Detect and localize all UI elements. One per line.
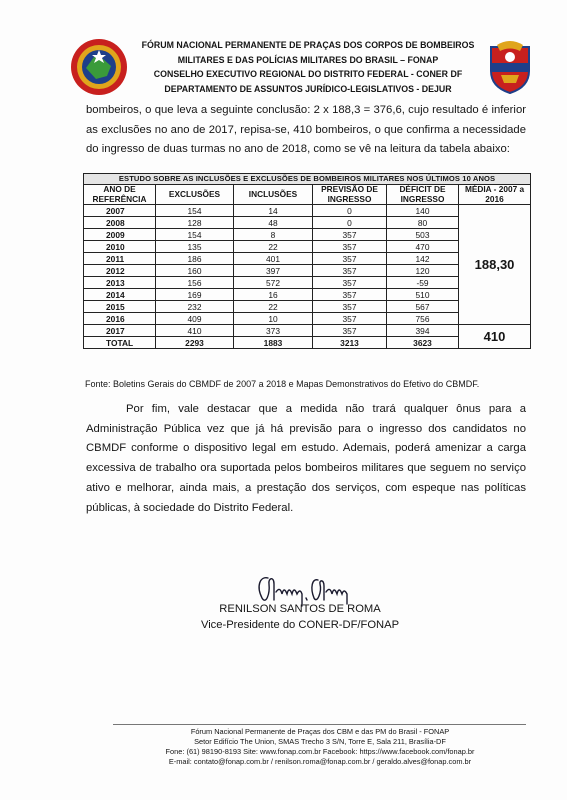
column-header: EXCLUSÕES bbox=[156, 185, 234, 205]
forecast-cell: 0 bbox=[313, 217, 387, 229]
forecast-cell: 357 bbox=[313, 289, 387, 301]
exclusions-cell: 160 bbox=[156, 265, 234, 277]
inclusions-cell: 373 bbox=[234, 325, 313, 337]
value-2017-cell: 410 bbox=[459, 325, 531, 349]
deficit-cell: 470 bbox=[387, 241, 459, 253]
header-line-3: CONSELHO EXECUTIVO REGIONAL DO DISTRITO FEDERAL - CONER DF bbox=[153, 69, 463, 80]
year-cell: 2009 bbox=[84, 229, 156, 241]
exclusions-cell: 410 bbox=[156, 325, 234, 337]
exclusions-cell: 154 bbox=[156, 205, 234, 217]
table-source-note: Fonte: Boletins Gerais do CBMDF de 2007 a 2018 e Mapas Demonstrativos do Efetivo do CBMDF. bbox=[85, 379, 480, 389]
forecast-cell: 357 bbox=[313, 265, 387, 277]
exclusions-cell: 232 bbox=[156, 301, 234, 313]
total-forecast: 3213 bbox=[313, 337, 387, 349]
deficit-cell: 756 bbox=[387, 313, 459, 325]
forecast-cell: 357 bbox=[313, 301, 387, 313]
inclusions-exclusions-table bbox=[83, 173, 530, 349]
forecast-cell: 357 bbox=[313, 229, 387, 241]
total-inclusions: 1883 bbox=[234, 337, 313, 349]
forecast-cell: 357 bbox=[313, 253, 387, 265]
year-cell: 2017 bbox=[84, 325, 156, 337]
deficit-cell: 140 bbox=[387, 205, 459, 217]
deficit-cell: 503 bbox=[387, 229, 459, 241]
year-cell: 2012 bbox=[84, 265, 156, 277]
signature-block bbox=[180, 602, 420, 633]
deficit-cell: 80 bbox=[387, 217, 459, 229]
year-cell: 2008 bbox=[84, 217, 156, 229]
forecast-cell: 357 bbox=[313, 313, 387, 325]
header-line-1: FÓRUM NACIONAL PERMANENTE DE PRAÇAS DOS CORPOS DE BOMBEIROS bbox=[141, 40, 475, 50]
deficit-cell: 567 bbox=[387, 301, 459, 313]
deficit-cell: -59 bbox=[387, 277, 459, 289]
footer-line-2: Setor Edifício The Union, SMAS Trecho 3 S/N, Torre E, Sala 211, Brasília-DF bbox=[194, 736, 446, 746]
inclusions-cell: 397 bbox=[234, 265, 313, 277]
total-exclusions: 2293 bbox=[156, 337, 234, 349]
deficit-cell: 120 bbox=[387, 265, 459, 277]
exclusions-cell: 186 bbox=[156, 253, 234, 265]
column-header: DÉFICIT DE INGRESSO bbox=[387, 185, 459, 205]
table-row bbox=[84, 205, 531, 217]
inclusions-cell: 572 bbox=[234, 277, 313, 289]
fonap-logo bbox=[70, 38, 128, 96]
inclusions-cell: 8 bbox=[234, 229, 313, 241]
inclusions-cell: 16 bbox=[234, 289, 313, 301]
exclusions-cell: 409 bbox=[156, 313, 234, 325]
exclusions-cell: 169 bbox=[156, 289, 234, 301]
table-row bbox=[84, 325, 531, 337]
footer-line-1: Fórum Nacional Permanente de Praças dos CBM e das PM do Brasil - FONAP bbox=[190, 727, 450, 736]
exclusions-cell: 156 bbox=[156, 277, 234, 289]
column-header: ANO DE REFERÊNCIA bbox=[84, 185, 156, 205]
letterhead bbox=[0, 34, 567, 104]
year-cell: 2011 bbox=[84, 253, 156, 265]
year-cell: 2013 bbox=[84, 277, 156, 289]
header-line-4: DEPARTAMENTO DE ASSUNTOS JURÍDICO-LEGISLATIVOS - DEJUR bbox=[164, 83, 452, 94]
inclusions-cell: 48 bbox=[234, 217, 313, 229]
column-header: INCLUSÕES bbox=[234, 185, 313, 205]
inclusions-cell: 10 bbox=[234, 313, 313, 325]
footer bbox=[80, 727, 560, 767]
year-cell: 2007 bbox=[84, 205, 156, 217]
inclusions-cell: 401 bbox=[234, 253, 313, 265]
year-cell: 2010 bbox=[84, 241, 156, 253]
deficit-cell: 394 bbox=[387, 325, 459, 337]
header-line-2: MILITARES E DAS POLÍCIAS MILITARES DO BRASIL – FONAP bbox=[177, 54, 439, 65]
letterhead-title bbox=[128, 38, 488, 96]
inclusions-cell: 22 bbox=[234, 301, 313, 313]
year-cell: 2015 bbox=[84, 301, 156, 313]
year-cell: 2016 bbox=[84, 313, 156, 325]
exclusions-cell: 128 bbox=[156, 217, 234, 229]
footer-line-4: E-mail: contato@fonap.com.br / renilson.roma@fonap.com.br / geraldo.alves@fonap.com.br bbox=[168, 756, 472, 766]
inclusions-cell: 22 bbox=[234, 241, 313, 253]
forecast-cell: 357 bbox=[313, 325, 387, 337]
forecast-cell: 357 bbox=[313, 241, 387, 253]
exclusions-cell: 154 bbox=[156, 229, 234, 241]
closing-paragraph bbox=[86, 400, 526, 518]
closing-text: Por fim, vale destacar que a medida não trará qualquer ônus para a Administração Pública vez que já há previsão para o ingresso dos candidatos no CBMDF conforme o dispositivo legal em estudo. Ademais, poderá amenizar a carga excessiva de trabalho ora suportada pelos bombeiros militares que seguem no serviço ativo e melhorar, ainda mais, a prestação dos serviços, com espeque nas políticas públicas, à sociedade do Distrito Federal. bbox=[86, 403, 526, 514]
signer-name: RENILSON SANTOS DE ROMA bbox=[219, 603, 381, 615]
table-caption: ESTUDO SOBRE AS INCLUSÕES E EXCLUSÕES DE BOMBEIROS MILITARES NOS ÚLTIMOS 10 ANOS bbox=[84, 174, 531, 185]
average-cell: 188,30 bbox=[459, 205, 531, 325]
year-cell: 2014 bbox=[84, 289, 156, 301]
exclusions-cell: 135 bbox=[156, 241, 234, 253]
deficit-cell: 142 bbox=[387, 253, 459, 265]
signer-role: Vice-Presidente do CONER-DF/FONAP bbox=[200, 618, 400, 631]
column-header: PREVISÃO DE INGRESSO bbox=[313, 185, 387, 205]
total-deficit: 3623 bbox=[387, 337, 459, 349]
coner-df-shield-logo bbox=[487, 39, 533, 94]
inclusions-cell: 14 bbox=[234, 205, 313, 217]
deficit-cell: 510 bbox=[387, 289, 459, 301]
total-label: TOTAL bbox=[84, 337, 156, 349]
intro-paragraph: bombeiros, o que leva a seguinte conclusão: 2 x 188,3 = 376,6, cujo resultado é inferior as exclusões no ano de 2017, repisa-se, 410 bombeiros, o que confirma a necessidade do ingresso de duas turmas no ano de 2018, como se vê na leitura da tabela abaixo: bbox=[86, 104, 526, 156]
footer-line-3: Fone: (61) 98190-8193 Site: www.fonap.com.br Facebook: https://www.facebook.com/fonap.br bbox=[165, 746, 475, 756]
column-header: MÉDIA - 2007 a 2016 bbox=[459, 185, 531, 205]
forecast-cell: 0 bbox=[313, 205, 387, 217]
forecast-cell: 357 bbox=[313, 277, 387, 289]
footer-divider bbox=[113, 724, 526, 725]
